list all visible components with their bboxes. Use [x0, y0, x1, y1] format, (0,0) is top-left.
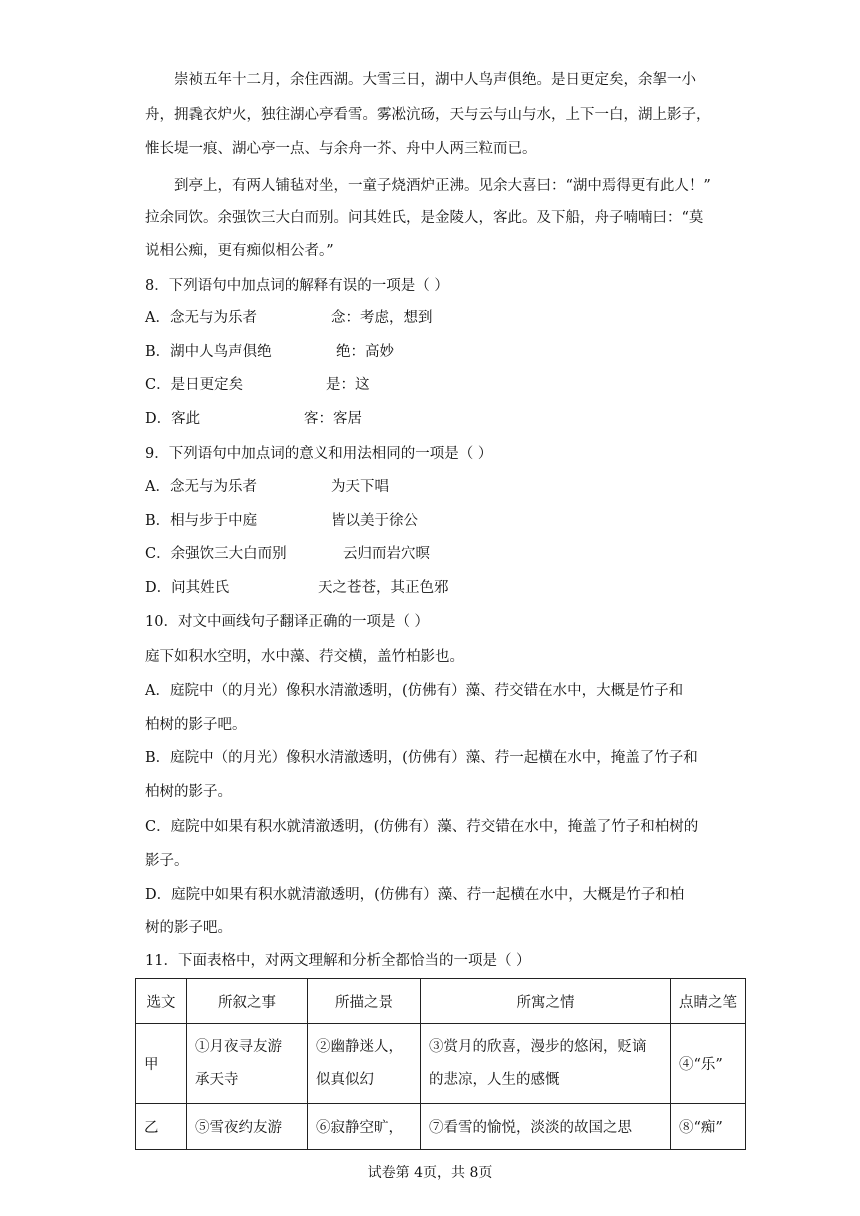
q8-option-c: C．是日更定矣: [145, 377, 244, 393]
q9-option-c-pair: 云归而岩穴暝: [343, 546, 430, 562]
passage-line: 崇祯五年十二月，余住西湖。大雪三日，湖中人鸟声俱绝。是日更定矣，余挐一小: [174, 72, 696, 88]
question-8-stem: 8．下列语句中加点词的解释有误的一项是（ ）: [145, 278, 449, 294]
q10-option-d-cont: 树的影子吧。: [145, 920, 232, 936]
q10-option-c-cont: 影子。: [145, 853, 189, 869]
table-cell-event: [187, 1024, 308, 1104]
page-footer: 试卷第 4页，共 8页: [367, 1165, 493, 1181]
table-row: [136, 1104, 746, 1150]
question-10-stem: 10．对文中画线句子翻译正确的一项是（ ）: [145, 614, 430, 630]
q8-option-d-gloss: 客：客居: [304, 411, 362, 427]
passage-line: 到亭上，有两人铺毡对坐，一童子烧酒炉正沸。见余大喜曰：“湖中焉得更有此人！”: [174, 178, 711, 194]
table-header: 所描之景: [308, 979, 421, 1024]
table-cell-scene: [308, 1024, 421, 1104]
q10-sentence: 庭下如积水空明，水中藻、荇交横，盖竹柏影也。: [145, 649, 464, 665]
q10-option-a: A．庭院中（的月光）像积水清澈透明，(仿佛有）藻、荇交错在水中，大概是竹子和: [145, 683, 684, 699]
table-cell-key: ④“乐”: [671, 1024, 746, 1104]
cell-text: ②幽静迷人，: [316, 1038, 403, 1055]
q8-option-a-gloss: 念：考虑，想到: [331, 310, 433, 326]
question-9-stem: 9．下列语句中加点词的意义和用法相同的一项是（ ）: [145, 446, 493, 462]
q10-option-c: C．庭院中如果有积水就清澈透明，(仿佛有）藻、荇交错在水中，掩盖了竹子和柏树的: [145, 819, 699, 835]
table-row: [136, 1024, 746, 1104]
cell-text: 似真似幻: [316, 1071, 374, 1088]
table-header: 选文: [136, 979, 187, 1024]
cell-text: ③赏月的欣喜，漫步的悠闲，贬谪: [429, 1038, 647, 1055]
passage-line: 舟，拥毳衣炉火，独往湖心亭看雪。雾凇沆砀，天与云与山与水，上下一白，湖上影子，: [145, 107, 711, 123]
passage-line: 拉余同饮。余强饮三大白而别。问其姓氏，是金陵人，客此。及下船，舟子喃喃曰：“莫: [145, 210, 704, 226]
q10-option-b: B．庭院中（的月光）像积水清澈透明，(仿佛有）藻、荇一起横在水中，掩盖了竹子和: [145, 750, 698, 766]
cell-text: 承天寺: [195, 1071, 239, 1088]
table-header: 点睛之笔: [671, 979, 746, 1024]
passage-line: 说相公痴，更有痴似相公者。”: [145, 243, 334, 259]
table-cell-scene: ⑥寂静空旷，: [308, 1104, 421, 1150]
table-cell-event: ⑤雪夜约友游: [187, 1104, 308, 1150]
table-cell-key: ⑧“痴”: [671, 1104, 746, 1150]
q8-option-b: B．湖中人鸟声俱绝: [145, 344, 272, 360]
q8-option-d: D．客此: [145, 411, 201, 427]
cell-text: ①月夜寻友游: [195, 1038, 282, 1055]
table-cell-selection: 甲: [136, 1024, 187, 1104]
passage-line: 惟长堤一痕、湖心亭一点、与余舟一芥、舟中人两三粒而已。: [145, 141, 537, 157]
q9-option-a: A．念无与为乐者: [145, 479, 257, 495]
q10-option-d: D．庭院中如果有积水就清澈透明，(仿佛有）藻、荇一起横在水中，大概是竹子和柏: [145, 887, 685, 903]
cell-text: 的悲凉，人生的感慨: [429, 1071, 560, 1088]
analysis-table: [135, 978, 746, 1150]
q8-option-b-gloss: 绝：高妙: [336, 344, 394, 360]
q8-option-a: A．念无与为乐者: [145, 310, 257, 326]
q9-option-b: B．相与步于中庭: [145, 513, 258, 529]
q10-option-b-cont: 柏树的影子。: [145, 784, 232, 800]
table-header: 所叙之事: [187, 979, 308, 1024]
q9-option-d-pair: 天之苍苍，其正色邪: [318, 580, 449, 596]
table-cell-emotion: ⑦看雪的愉悦，淡淡的故国之思: [421, 1104, 671, 1150]
table-header: 所寓之情: [421, 979, 671, 1024]
q9-option-a-pair: 为天下唱: [331, 479, 389, 495]
table-header-row: [136, 979, 746, 1024]
q8-option-c-gloss: 是：这: [326, 377, 370, 393]
question-11-stem: 11．下面表格中，对两文理解和分析全都恰当的一项是（ ）: [145, 953, 531, 969]
q9-option-d: D．问其姓氏: [145, 580, 230, 596]
q10-option-a-cont: 柏树的影子吧。: [145, 717, 247, 733]
q9-option-b-pair: 皆以美于徐公: [331, 513, 418, 529]
q9-option-c: C．余强饮三大白而别: [145, 546, 287, 562]
table-cell-emotion: [421, 1024, 671, 1104]
table-cell-selection: 乙: [136, 1104, 187, 1150]
